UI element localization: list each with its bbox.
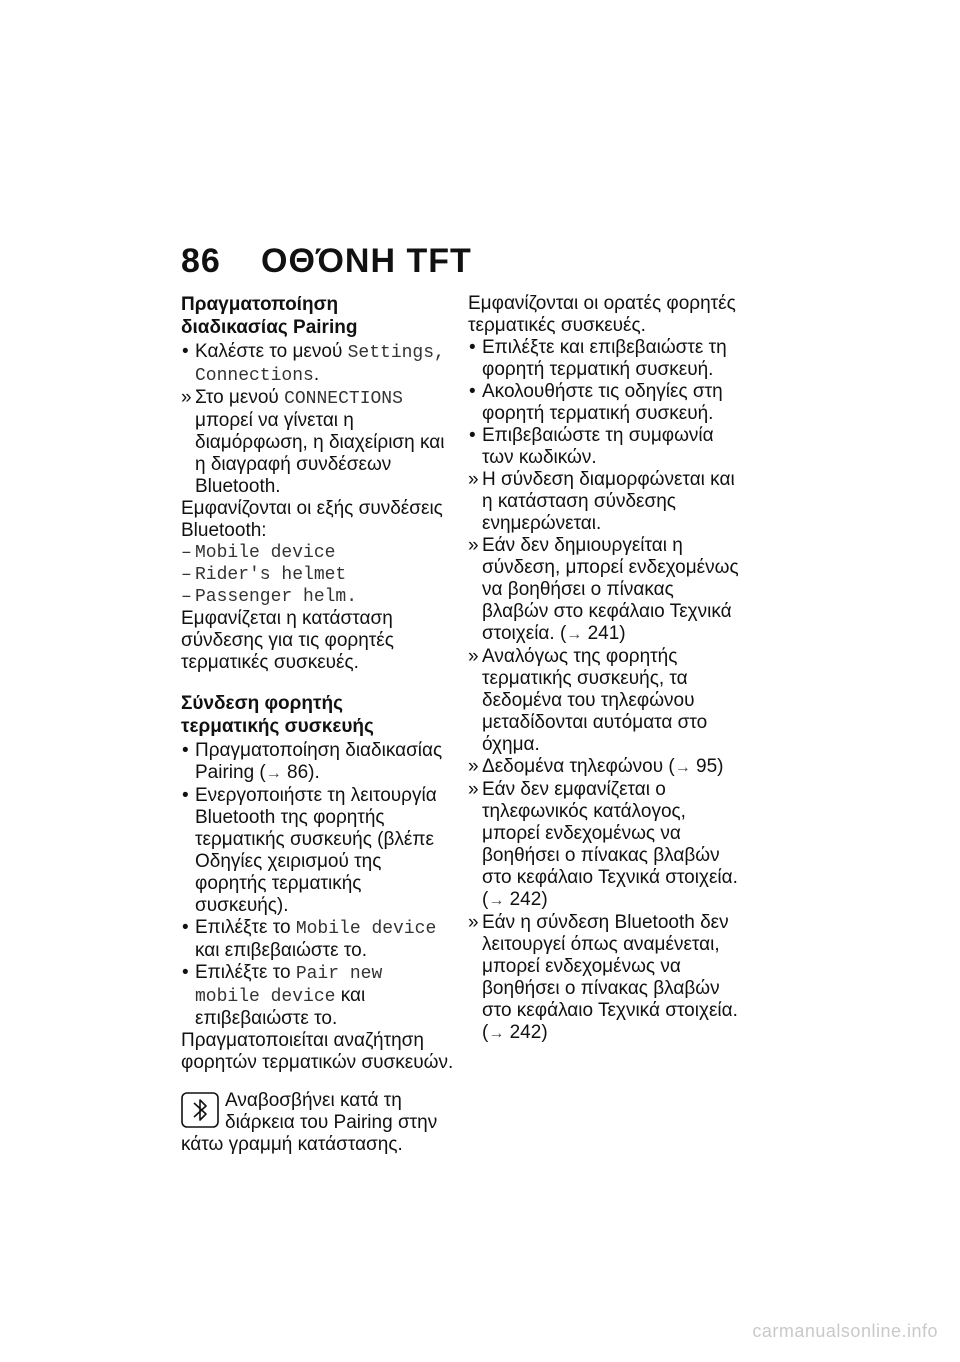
page-ref-icon: → bbox=[566, 626, 583, 643]
result-data-transfer: » Αναλόγως της φορητής τερματικής συσκευής, τα δεδομένα του τηλεφώνου μεταδίδονται αυτόματα στο όχημα. bbox=[468, 646, 744, 756]
list-item-passenger-helmet: – Passenger helm. bbox=[181, 586, 457, 608]
page-header bbox=[181, 242, 472, 281]
step-select-mobile-device: • Επιλέξτε το Mobile device και επιβεβαιώστε το. bbox=[181, 917, 457, 962]
paragraph-visible-devices: Εμφανίζονται οι ορατές φορητές τερματικές συσκευές. bbox=[468, 293, 736, 336]
paragraph-connection-status: Εμφανίζεται η κατάσταση σύνδεσης για τις φορητές τερματικές συσκευές. bbox=[181, 608, 394, 673]
list-item-rider-helmet: – Rider's helmet bbox=[181, 564, 457, 586]
result-connection-established: » Η σύνδεση διαμορφώνεται και η κατάσταση σύνδεσης ενημερώνεται. bbox=[468, 469, 744, 535]
right-column bbox=[468, 293, 744, 1045]
bluetooth-note: Αναβοσβήνει κατά τη διάρκεια του Pairing στην κάτω γραμμή κατάστασης. bbox=[181, 1090, 438, 1155]
step-enable-bluetooth: • Ενεργοποιήστε τη λειτουργία Bluetooth της φορητής τερματικής συσκευής (βλέπε Οδηγίες χειρισμού της φορητής τερματικής συσκευής). bbox=[181, 785, 457, 917]
section-title-pairing: Πραγματοποίηση διαδικασίας Pairing bbox=[181, 294, 358, 338]
page-ref-icon: → bbox=[488, 1025, 505, 1042]
result-phone-data: » Δεδομένα τηλεφώνου (→ 95) bbox=[468, 756, 744, 779]
step-pair-new-device: • Επιλέξτε το Pair new mobile device και επιβεβαιώστε το. bbox=[181, 962, 457, 1030]
chapter-title: ΟΘΌΝΗ TFT bbox=[261, 242, 472, 280]
page-ref: 86 bbox=[287, 762, 309, 783]
left-column bbox=[181, 293, 457, 1156]
watermark: carmanualsonline.info bbox=[752, 1321, 938, 1341]
result-connections-menu: » Στο μενού CONNECTIONS μπορεί να γίνεται η διαμόρφωση, η διαχείριση και η διαγραφή συνδέσεων Bluetooth. bbox=[181, 387, 457, 498]
result-no-phonebook: » Εάν δεν εμφανίζεται ο τηλεφωνικός κατάλογος, μπορεί ενδεχομένως να βοηθήσει ο πίνακας βλαβών στο κεφάλαιο Τεχνικά στοιχεία. (→ 242) bbox=[468, 779, 744, 912]
step-call-menu: • Καλέστε το μενού Settings, Connections. bbox=[181, 341, 457, 387]
list-item-mobile-device: – Mobile device bbox=[181, 542, 457, 564]
page-ref-icon: → bbox=[674, 759, 691, 776]
step-pairing: • Πραγματοποίηση διαδικασίας Pairing (→ 86). bbox=[181, 740, 457, 785]
bluetooth-icon bbox=[181, 1092, 219, 1128]
result-no-connection: » Εάν δεν δημιουργείται η σύνδεση, μπορεί ενδεχομένως να βοηθήσει ο πίνακας βλαβών στο κεφάλαιο Τεχνικά στοιχεία. (→ 241) bbox=[468, 535, 744, 646]
page-number: 86 bbox=[181, 242, 221, 280]
section-title-connect-device: Σύνδεση φορητής τερματικής συσκευής bbox=[181, 693, 374, 737]
page-ref-icon: → bbox=[265, 765, 282, 782]
step-select-device: • Επιλέξτε και επιβεβαιώστε τη φορητή τερματική συσκευή. bbox=[468, 337, 744, 381]
step-follow-instructions: • Ακολουθήστε τις οδηγίες στη φορητή τερματική συσκευή. bbox=[468, 381, 744, 425]
menu-connections: CONNECTIONS bbox=[284, 389, 403, 409]
result-bluetooth-issue: » Εάν η σύνδεση Bluetooth δεν λειτουργεί όπως αναμένεται, μπορεί ενδεχομένως να βοηθήσει ο πίνακας βλαβών στο κεφάλαιο Τεχνικά στοιχεία. (→ 242) bbox=[468, 912, 744, 1045]
page-ref-icon: → bbox=[488, 892, 505, 909]
step-confirm-codes: • Επιβεβαιώστε τη συμφωνία των κωδικών. bbox=[468, 425, 744, 469]
paragraph-search: Πραγματοποιείται αναζήτηση φορητών τερματικών συσκευών. bbox=[181, 1030, 454, 1073]
menu-path: Settings, Connections bbox=[195, 343, 445, 386]
paragraph-connections-list: Εμφανίζονται οι εξής συνδέσεις Bluetooth: bbox=[181, 498, 443, 541]
